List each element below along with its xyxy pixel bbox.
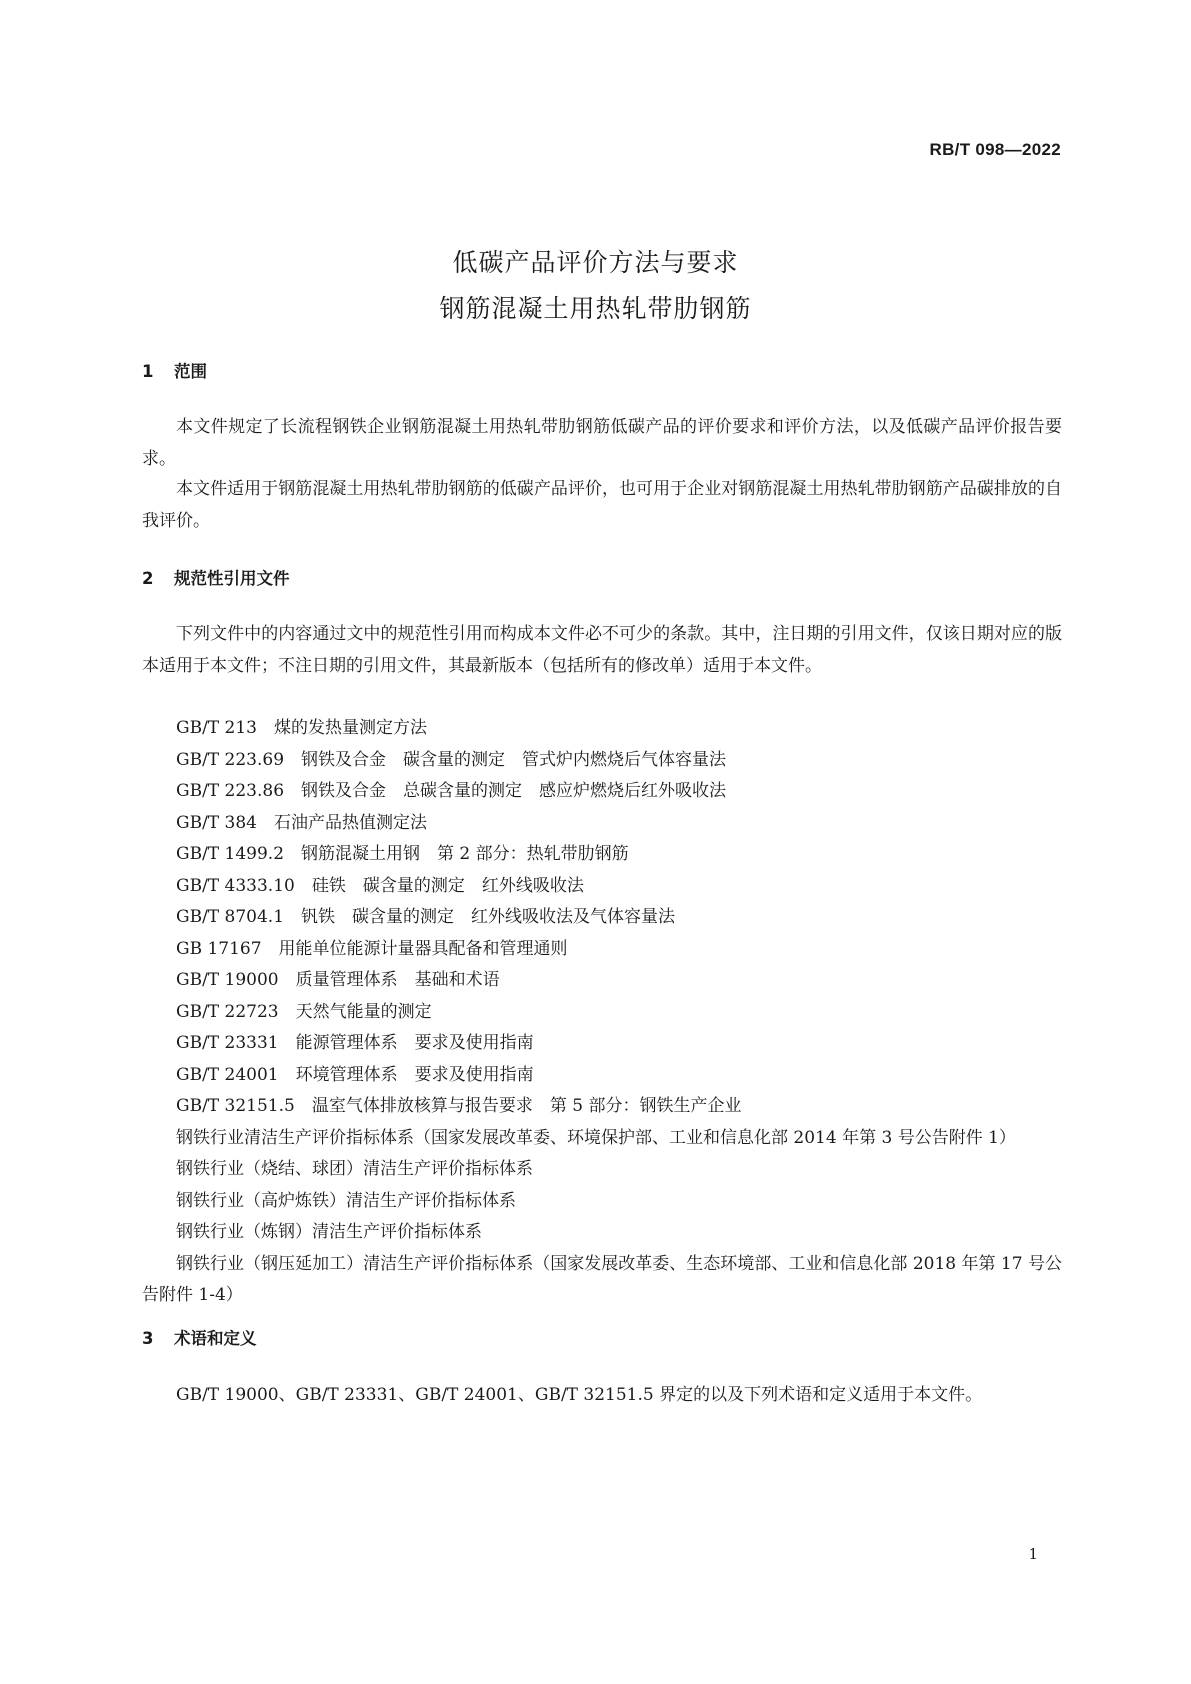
page-number: 1: [1028, 1545, 1038, 1563]
document-title: [0, 240, 1191, 332]
document-code: RB/T 098—2022: [929, 140, 1061, 159]
section-title: 范围: [174, 362, 207, 381]
section-2-intro: 下列文件中的内容通过文中的规范性引用而构成本文件必不可少的条款。其中，注日期的引用文件，仅该日期对应的版本适用于本文件；不注日期的引用文件，其最新版本（包括所有的修改单）适用于本文件。: [142, 624, 1062, 676]
section-3-paragraph: GB/T 19000、GB/T 23331、GB/T 24001、GB/T 32151.5 界定的以及下列术语和定义适用于本文件。: [176, 1385, 983, 1405]
section-3-heading: [142, 1325, 257, 1349]
reference-item: GB/T 4333.10 硅铁 碳含量的测定 红外线吸收法: [176, 875, 584, 896]
section-1-paragraph-1: 本文件规定了长流程钢铁企业钢筋混凝土用热轧带肋钢筋低碳产品的评价要求和评价方法，以及低碳产品评价报告要求。: [142, 417, 1062, 469]
reference-item: GB/T 223.69 钢铁及合金 碳含量的测定 管式炉内燃烧后气体容量法: [176, 749, 727, 770]
reference-item: GB/T 8704.1 钒铁 碳含量的测定 红外线吸收法及气体容量法: [176, 907, 676, 927]
reference-item: GB 17167 用能单位能源计量器具配备和管理通则: [176, 938, 568, 959]
reference-item: GB/T 23331 能源管理体系 要求及使用指南: [176, 1033, 534, 1053]
reference-item: GB/T 213 煤的发热量测定方法: [176, 718, 427, 738]
reference-item: 钢铁行业清洁生产评价指标体系（国家发展改革委、环境保护部、工业和信息化部 2014 年第 3 号公告附件 1）: [176, 1127, 1016, 1148]
section-number: 1: [142, 362, 154, 381]
reference-item: GB/T 24001 环境管理体系 要求及使用指南: [176, 1064, 534, 1085]
reference-item: 钢铁行业（烧结、球团）清洁生产评价指标体系: [176, 1159, 533, 1179]
section-1-paragraph-2: 本文件适用于钢筋混凝土用热轧带肋钢筋的低碳产品评价，也可用于企业对钢筋混凝土用热轧带肋钢筋产品碳排放的自我评价。: [142, 479, 1062, 531]
reference-item: 钢铁行业（高炉炼铁）清洁生产评价指标体系: [176, 1190, 516, 1211]
title-line-1: 低碳产品评价方法与要求: [452, 248, 739, 277]
reference-item: 钢铁行业（炼钢）清洁生产评价指标体系: [176, 1222, 482, 1242]
reference-item: 钢铁行业（钢压延加工）清洁生产评价指标体系（国家发展改革委、生态环境部、工业和信息化部 2018 年第 17 号公告附件 1-4）: [142, 1253, 1062, 1305]
section-1-heading: [142, 358, 207, 382]
section-number: 3: [142, 1329, 154, 1348]
title-line-2: 钢筋混凝土用热轧带肋钢筋: [439, 294, 752, 323]
reference-list: [142, 713, 1062, 1312]
reference-item: GB/T 384 石油产品热值测定法: [176, 812, 427, 833]
reference-item: GB/T 22723 天然气能量的测定: [176, 1001, 432, 1022]
section-title: 规范性引用文件: [174, 569, 290, 588]
reference-item: GB/T 32151.5 温室气体排放核算与报告要求 第 5 部分：钢铁生产企业: [176, 1096, 742, 1116]
reference-item: GB/T 223.86 钢铁及合金 总碳含量的测定 感应炉燃烧后红外吸收法: [176, 781, 727, 801]
section-2-heading: [142, 565, 290, 589]
section-title: 术语和定义: [174, 1329, 257, 1348]
reference-item: GB/T 1499.2 钢筋混凝土用钢 第 2 部分：热轧带肋钢筋: [176, 844, 629, 864]
reference-item: GB/T 19000 质量管理体系 基础和术语: [176, 970, 500, 990]
section-number: 2: [142, 569, 154, 588]
